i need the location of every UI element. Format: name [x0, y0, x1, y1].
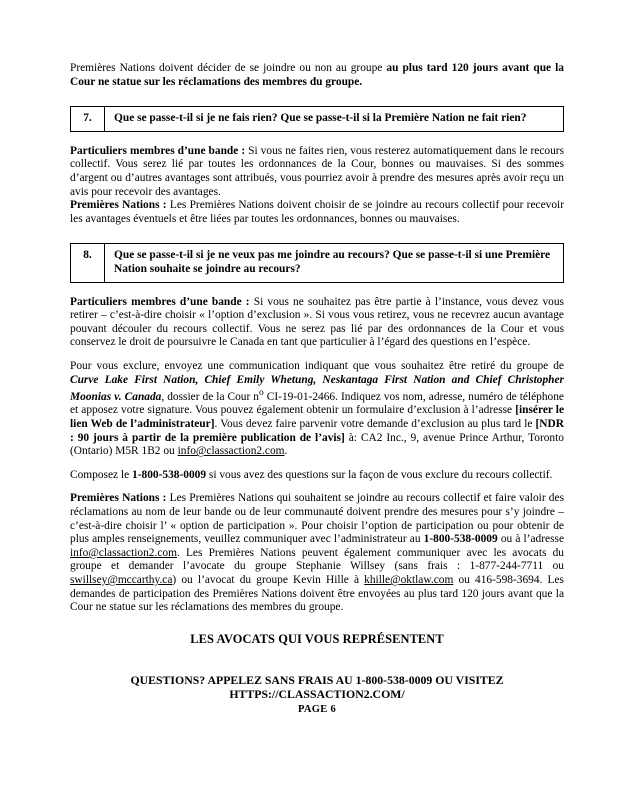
questions-line-1: QUESTIONS? APPELEZ SANS FRAIS AU 1-800-538-0009 OU VISITEZ [130, 672, 504, 687]
email-link-info-2[interactable]: info@classaction2.com [70, 546, 177, 559]
para2-part-a: Pour vous exclure, envoyez une communication indiquant que vous souhaitez être retiré du groupe de [70, 359, 564, 372]
para3-part-b: si vous avez des questions sur la façon de vous exclure du recours collectif. [206, 468, 553, 481]
question-7-answer-individuals [70, 145, 564, 199]
intro-bold: au plus tard 120 jours avant que la Cour ne statue sur les réclamations des membres du groupe. [70, 62, 564, 88]
para4-label: Premières Nations : [70, 492, 167, 505]
para4-part-e: ou 416-598-3694. Les demandes de participation des Premières Nations doivent être envoyées au plus tard 120 jours avant que la Cour ne statue sur les réclamations des membres du groupe. [70, 574, 564, 614]
para1-text: Si vous ne souhaitez pas être partie à l’instance, vous devez vous retirer – c’est-à-dire choisir « l’option d’exclusion ». Si vous vous retirez, vous ne recevrez aucun avantage pouvant découler du recours collectif. Vous ne serez pas lié par des ordonnances de la Cour et vous conservez le droit de poursuivre le Canada en tant que particulier à l’égard des questions en l’espèce. [70, 295, 564, 349]
questions-line-2[interactable]: HTTPS://CLASSACTION2.COM/ [229, 687, 405, 702]
admin-link-placeholder: [insérer le lien Web de l’administrateur] [70, 404, 565, 431]
question-8-text: Que se passe-t-il si je ne veux pas me joindre au recours? Que se passe-t-il si une Première Nation souhaite se joindre au recours? [114, 249, 551, 275]
email-link-hille[interactable]: khille@oktlaw.com [364, 574, 454, 587]
answer-fn-text: Les Premières Nations doivent choisir de se joindre au recours collectif pour recevoir les avantages éventuels et être liées par toutes les ordonnances, bonnes ou mauvaises. [70, 199, 564, 225]
answer-individuals-label: Particuliers membres d’une bande : [70, 144, 246, 157]
para1-label: Particuliers membres d’une bande : [70, 295, 250, 308]
question-8-box [70, 243, 564, 282]
answer-fn-label: Premières Nations : [70, 199, 167, 212]
para3-part-a: Composez le [70, 468, 133, 481]
deadline-placeholder: [NDR : 90 jours à partir de la première publication de l’avis] [70, 418, 564, 444]
answer-individuals-text: Si vous ne faites rien, vous resterez automatiquement dans le recours collectif. Vous serez lié par toutes les ordonnances de la Cour, bonnes ou mauvaises. Si des sommes d’argent ou d’autres avantages sont attribués, vous pourriez avoir à prendre des mesures après avoir reçu un avis pour recevoir des avantages. [70, 144, 564, 198]
para4-part-d: ) ou l’avocat du groupe Kevin Hille à [172, 574, 365, 587]
para4-part-b: ou à l’adresse [497, 533, 564, 546]
para2-part-f: . [284, 445, 288, 458]
question-7-text: Que se passe-t-il si je ne fais rien? Que se passe-t-il si la Première Nation ne fait rien? [114, 112, 527, 125]
para2-part-e: à: CA2 Inc., 9, avenue Prince Arthur, Toronto (Ontario) M5R 1B2 ou [70, 431, 564, 458]
lawyers-heading: LES AVOCATS QUI VOUS REPRÉSENTENT [190, 631, 444, 646]
email-link-willsey[interactable]: swillsey@mccarthy.ca [70, 574, 173, 587]
question-7-number: 7. [71, 107, 105, 131]
case-style: Curve Lake First Nation, Chief Emily Whetung, Neskantaga First Nation and Chief Christopher Moonias v. Canada [70, 373, 564, 403]
intro-lead: Premières Nations doivent décider de se joindre ou non au groupe [70, 62, 387, 74]
question-8-paragraph-3 [70, 469, 564, 483]
question-8-paragraph-1 [70, 296, 564, 350]
intro-paragraph [70, 62, 564, 89]
question-8-number: 8. [71, 244, 105, 281]
email-link-info[interactable]: info@classaction2.com [177, 445, 285, 458]
phone-number-1: 1-800-538-0009 [132, 468, 207, 481]
para2-part-d: . Vous devez faire parvenir votre demande d’exclusion au plus tard le [214, 418, 536, 431]
question-8-paragraph-4 [70, 492, 564, 614]
question-7-answer-first-nations [70, 199, 564, 226]
para4-part-a: Les Premières Nations qui souhaitent se joindre au recours collectif et faire valoir des réclamations au nom de leur bande ou de leur communauté doivent prendre des mesures pour s’y joindre – c’est-à-dire choisir l’ « option de participation ». Pour choisir l’option de participation ou pour obtenir de plus amples renseignements, veuillez communiquer avec l’administrateur au [70, 492, 564, 546]
question-8-paragraph-2 [70, 360, 564, 459]
page-number: PAGE 6 [297, 703, 337, 715]
para2-ordinal: o [259, 388, 264, 399]
para2-part-b: , dossier de la Cour n [161, 390, 259, 403]
para4-part-c: . Les Premières Nations peuvent également communiquer avec les avocats du groupe et demander l’avocate du groupe Stephanie Willsey (sans frais : 1-877-244-7711 ou [70, 546, 564, 573]
phone-number-2: 1-800-538-0009 [423, 533, 498, 546]
para2-part-c: CI-19-01-2466. Indiquez vos nom, adresse, numéro de téléphone et apposez votre signature. Vous pouvez également obtenir un formulaire d’exclusion à l’adresse [70, 390, 564, 417]
question-7-box [70, 106, 564, 132]
